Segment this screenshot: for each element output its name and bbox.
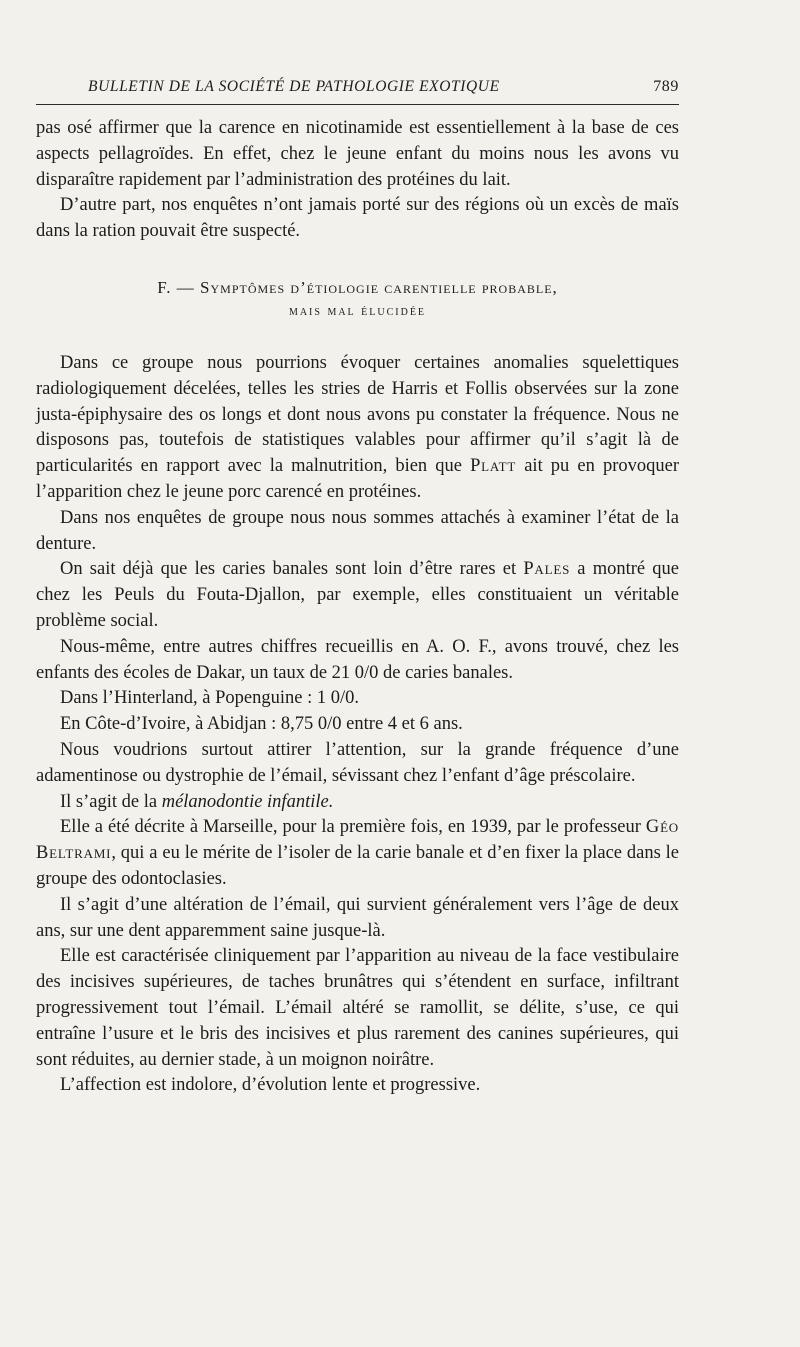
paragraph-text: , qui a eu le mérite de l’isoler de la carie banale et d’en fixer la place dans le groupe des odontoclasies. [36,843,679,889]
paragraph [36,815,679,892]
section-heading-line-2: mais mal élucidée [288,303,427,319]
paragraph: Il s’agit d’une altération de l’émail, qui survient généralement vers l’âge de deux ans, sur une dent apparemment saine jusque-là. [36,894,679,941]
paragraph [36,790,679,816]
paragraph: En Côte-d’Ivoire, à Abidjan : 8,75 0/0 entre 4 et 6 ans. [60,714,463,735]
paragraph: L’affection est indolore, d’évolution lente et progressive. [60,1075,481,1096]
page-number: 789 [653,78,679,95]
paragraph-text: a montré que chez les Peuls du Fouta-Djallon, par exemple, elles constituaient un véritable problème social. [36,559,680,631]
paragraph [36,557,679,634]
section-heading-line-1: F. — Symptômes d’étiologie carentielle probable, [157,277,558,297]
header-rule [36,104,679,105]
body-text [36,116,679,1099]
journal-page [36,0,679,1347]
paragraph: pas osé affirmer que la carence en nicotinamide est essentiellement à la base de ces aspects pellagroïdes. En effet, chez le jeune enfant du moins nous les avons vu disparaître rapidement par l’administration des protéines du lait. [36,118,679,190]
paragraph: Elle est caractérisée cliniquement par l’apparition au niveau de la face vestibulaire des incisives supérieures, de taches brunâtres qui s’étendent en surface, infiltrant progressivement tout l’émail. L’émail altéré se ramollit, se délite, s’use, ce qui entraîne l’usure et le bris des incisives et plus rarement des canines supérieures, qui sont réduites, au dernier stade, à un moignon noirâtre. [36,946,679,1070]
paragraph-text: Il s’agit de la [60,791,162,812]
paragraph-text: Dans ce groupe nous pourrions évoquer certaines anomalies squelettiques radiologiquement décelées, telles les stries de Harris et Follis observées sur la zone justa-épiphysaire des os longs et dont nous avons pu constater la fréquence. Nous ne disposons pas, toutefois de statistiques valables pour affirmer qu’il s’agit là de particularités en rapport avec la malnutrition, bien que [36,352,679,477]
paragraph: D’autre part, nos enquêtes n’ont jamais porté sur des régions où un excès de maïs dans la ration pouvait être suspecté. [36,195,679,242]
author-name: Géo Beltrami [36,817,679,864]
paragraph: Nous-même, entre autres chiffres recueillis en A. O. F., avons trouvé, chez les enfants des écoles de Dakar, un taux de 21 0/0 de caries banales. [36,636,679,683]
running-title: BULLETIN DE LA SOCIÉTÉ DE PATHOLOGIE EXOTIQUE [88,78,500,95]
paragraph [36,351,679,506]
section-heading [36,275,679,323]
paragraph-text: Elle a été décrite à Marseille, pour la première fois, en 1939, par le professeur [60,817,646,838]
paragraph-text: ait pu en provoquer l’apparition chez le jeune porc carencé en protéines. [36,456,679,502]
running-head [36,74,679,104]
paragraph-text: On sait déjà que les caries banales sont loin d’être rares et [60,559,524,580]
paragraph: Dans l’Hinterland, à Popenguine : 1 0/0. [60,688,360,709]
paragraph: Dans nos enquêtes de groupe nous nous sommes attachés à examiner l’état de la denture. [36,507,679,554]
paragraph: Nous voudrions surtout attirer l’attention, sur la grande fréquence d’une adamentinose ou dystrophie de l’émail, sévissant chez l’enfant d’âge préscolaire. [36,739,679,786]
author-name: Platt [470,456,517,477]
author-name: Pales [523,559,571,580]
italic-term: mélanodontie infantile. [161,791,334,812]
